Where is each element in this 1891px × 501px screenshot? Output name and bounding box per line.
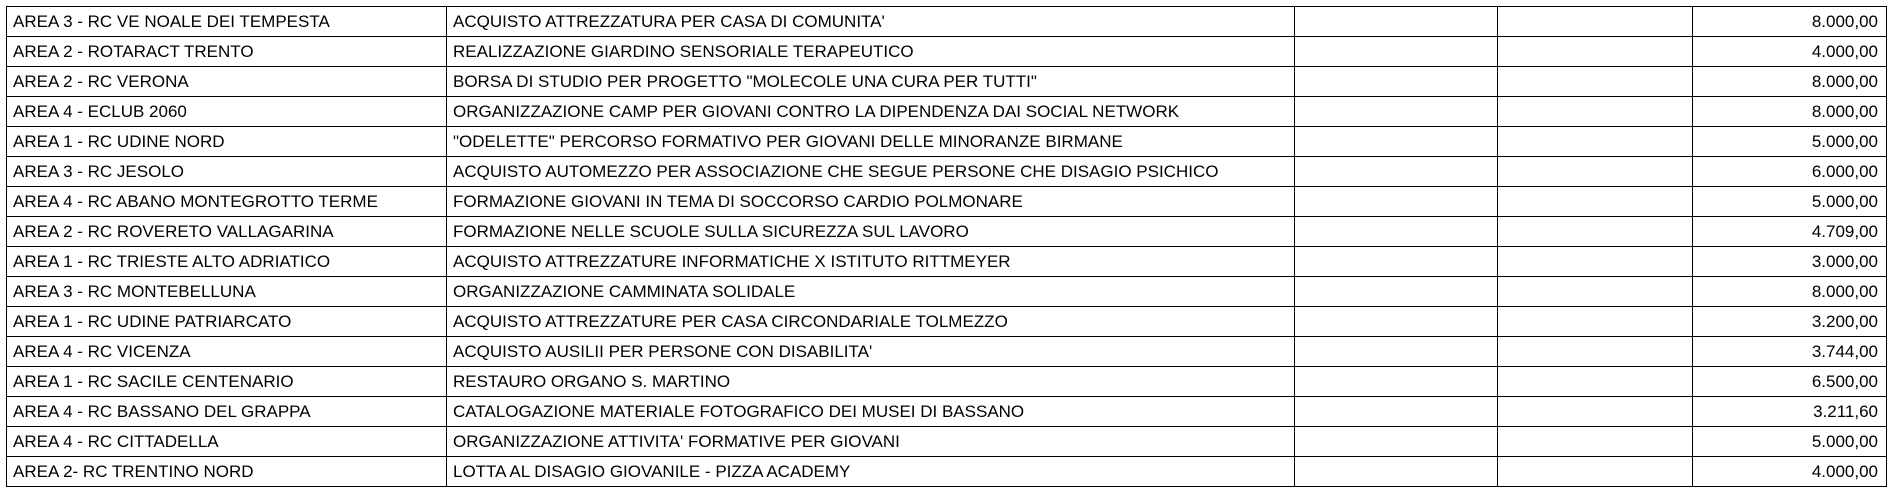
project-cell[interactable]: RESTAURO ORGANO S. MARTINO <box>447 367 1295 397</box>
table-row <box>7 37 1887 67</box>
club-cell[interactable]: AREA 2 - RC VERONA <box>7 67 447 97</box>
empty-cell[interactable] <box>1295 427 1498 457</box>
table-row <box>7 367 1887 397</box>
empty-cell[interactable] <box>1498 97 1693 127</box>
empty-cell[interactable] <box>1498 187 1693 217</box>
empty-cell[interactable] <box>1295 247 1498 277</box>
project-cell[interactable]: ACQUISTO ATTREZZATURA PER CASA DI COMUNITA' <box>447 7 1295 37</box>
project-cell[interactable]: LOTTA AL DISAGIO GIOVANILE - PIZZA ACADEMY <box>447 457 1295 487</box>
table-row <box>7 97 1887 127</box>
empty-cell[interactable] <box>1295 277 1498 307</box>
club-cell[interactable]: AREA 4 - RC CITTADELLA <box>7 427 447 457</box>
amount-cell[interactable]: 8.000,00 <box>1693 67 1887 97</box>
project-cell[interactable]: ACQUISTO AUTOMEZZO PER ASSOCIAZIONE CHE SEGUE PERSONE CHE DISAGIO PSICHICO <box>447 157 1295 187</box>
amount-cell[interactable]: 4.709,00 <box>1693 217 1887 247</box>
table-row <box>7 427 1887 457</box>
empty-cell[interactable] <box>1498 367 1693 397</box>
club-cell[interactable]: AREA 2 - ROTARACT TRENTO <box>7 37 447 67</box>
amount-cell[interactable]: 6.000,00 <box>1693 157 1887 187</box>
table-row <box>7 457 1887 487</box>
table-row <box>7 337 1887 367</box>
table-row <box>7 67 1887 97</box>
project-cell[interactable]: ORGANIZZAZIONE CAMMINATA SOLIDALE <box>447 277 1295 307</box>
table-row <box>7 247 1887 277</box>
club-cell[interactable]: AREA 3 - RC MONTEBELLUNA <box>7 277 447 307</box>
project-cell[interactable]: FORMAZIONE GIOVANI IN TEMA DI SOCCORSO CARDIO POLMONARE <box>447 187 1295 217</box>
empty-cell[interactable] <box>1295 187 1498 217</box>
amount-cell[interactable]: 4.000,00 <box>1693 37 1887 67</box>
empty-cell[interactable] <box>1498 157 1693 187</box>
project-cell[interactable]: ORGANIZZAZIONE ATTIVITA' FORMATIVE PER GIOVANI <box>447 427 1295 457</box>
amount-cell[interactable]: 8.000,00 <box>1693 277 1887 307</box>
amount-cell[interactable]: 6.500,00 <box>1693 367 1887 397</box>
empty-cell[interactable] <box>1295 217 1498 247</box>
project-cell[interactable]: BORSA DI STUDIO PER PROGETTO "MOLECOLE UNA CURA PER TUTTI" <box>447 67 1295 97</box>
amount-cell[interactable]: 5.000,00 <box>1693 427 1887 457</box>
grants-table <box>6 6 1887 487</box>
empty-cell[interactable] <box>1295 97 1498 127</box>
table-row <box>7 7 1887 37</box>
empty-cell[interactable] <box>1295 37 1498 67</box>
amount-cell[interactable]: 4.000,00 <box>1693 457 1887 487</box>
project-cell[interactable]: ACQUISTO AUSILII PER PERSONE CON DISABILITA' <box>447 337 1295 367</box>
project-cell[interactable]: ORGANIZZAZIONE CAMP PER GIOVANI CONTRO LA DIPENDENZA DAI SOCIAL NETWORK <box>447 97 1295 127</box>
empty-cell[interactable] <box>1498 37 1693 67</box>
project-cell[interactable]: ACQUISTO ATTREZZATURE PER CASA CIRCONDARIALE TOLMEZZO <box>447 307 1295 337</box>
amount-cell[interactable]: 3.000,00 <box>1693 247 1887 277</box>
club-cell[interactable]: AREA 4 - RC ABANO MONTEGROTTO TERME <box>7 187 447 217</box>
project-cell[interactable]: FORMAZIONE NELLE SCUOLE SULLA SICUREZZA SUL LAVORO <box>447 217 1295 247</box>
club-cell[interactable]: AREA 4 - ECLUB 2060 <box>7 97 447 127</box>
project-cell[interactable]: ACQUISTO ATTREZZATURE INFORMATICHE X ISTITUTO RITTMEYER <box>447 247 1295 277</box>
amount-cell[interactable]: 3.200,00 <box>1693 307 1887 337</box>
table-row <box>7 217 1887 247</box>
project-cell[interactable]: REALIZZAZIONE GIARDINO SENSORIALE TERAPEUTICO <box>447 37 1295 67</box>
empty-cell[interactable] <box>1295 397 1498 427</box>
amount-cell[interactable]: 3.211,60 <box>1693 397 1887 427</box>
amount-cell[interactable]: 3.744,00 <box>1693 337 1887 367</box>
empty-cell[interactable] <box>1498 7 1693 37</box>
empty-cell[interactable] <box>1295 157 1498 187</box>
empty-cell[interactable] <box>1498 397 1693 427</box>
empty-cell[interactable] <box>1498 277 1693 307</box>
table-row <box>7 157 1887 187</box>
amount-cell[interactable]: 5.000,00 <box>1693 187 1887 217</box>
table-row <box>7 187 1887 217</box>
club-cell[interactable]: AREA 4 - RC BASSANO DEL GRAPPA <box>7 397 447 427</box>
club-cell[interactable]: AREA 1 - RC UDINE PATRIARCATO <box>7 307 447 337</box>
project-cell[interactable]: "ODELETTE" PERCORSO FORMATIVO PER GIOVANI DELLE MINORANZE BIRMANE <box>447 127 1295 157</box>
club-cell[interactable]: AREA 1 - RC SACILE CENTENARIO <box>7 367 447 397</box>
empty-cell[interactable] <box>1295 7 1498 37</box>
empty-cell[interactable] <box>1498 427 1693 457</box>
table-row <box>7 307 1887 337</box>
empty-cell[interactable] <box>1295 307 1498 337</box>
amount-cell[interactable]: 8.000,00 <box>1693 7 1887 37</box>
table-row <box>7 277 1887 307</box>
amount-cell[interactable]: 8.000,00 <box>1693 97 1887 127</box>
project-cell[interactable]: CATALOGAZIONE MATERIALE FOTOGRAFICO DEI MUSEI DI BASSANO <box>447 397 1295 427</box>
club-cell[interactable]: AREA 2 - RC ROVERETO VALLAGARINA <box>7 217 447 247</box>
club-cell[interactable]: AREA 1 - RC UDINE NORD <box>7 127 447 157</box>
club-cell[interactable]: AREA 1 - RC TRIESTE ALTO ADRIATICO <box>7 247 447 277</box>
empty-cell[interactable] <box>1295 67 1498 97</box>
empty-cell[interactable] <box>1498 67 1693 97</box>
empty-cell[interactable] <box>1295 337 1498 367</box>
table-row <box>7 127 1887 157</box>
empty-cell[interactable] <box>1498 457 1693 487</box>
club-cell[interactable]: AREA 2- RC TRENTINO NORD <box>7 457 447 487</box>
empty-cell[interactable] <box>1498 337 1693 367</box>
empty-cell[interactable] <box>1498 217 1693 247</box>
empty-cell[interactable] <box>1498 307 1693 337</box>
empty-cell[interactable] <box>1498 247 1693 277</box>
empty-cell[interactable] <box>1295 127 1498 157</box>
club-cell[interactable]: AREA 3 - RC JESOLO <box>7 157 447 187</box>
table-row <box>7 397 1887 427</box>
table-body <box>7 7 1887 487</box>
empty-cell[interactable] <box>1295 367 1498 397</box>
club-cell[interactable]: AREA 3 - RC VE NOALE DEI TEMPESTA <box>7 7 447 37</box>
amount-cell[interactable]: 5.000,00 <box>1693 127 1887 157</box>
empty-cell[interactable] <box>1295 457 1498 487</box>
club-cell[interactable]: AREA 4 - RC VICENZA <box>7 337 447 367</box>
empty-cell[interactable] <box>1498 127 1693 157</box>
